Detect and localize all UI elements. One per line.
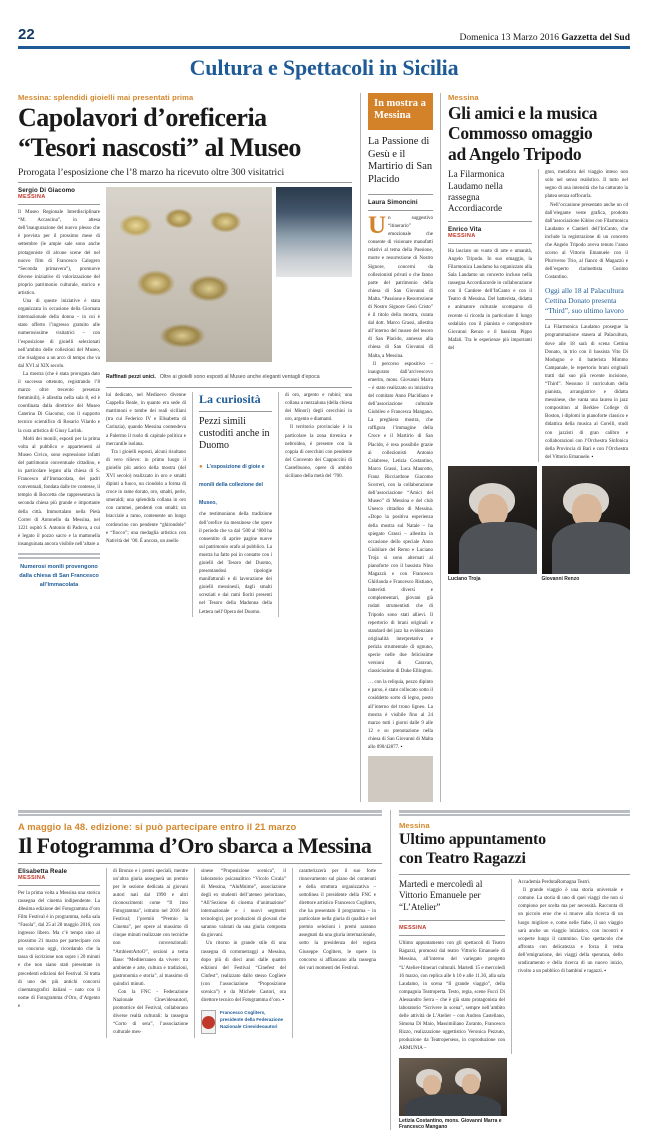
festival-col-1: Elisabetta Reale MESSINA Per la prima volta a Messina una storica rassegna del cinema indipendente. La 48esima edizione del Fotogramma d’oro Film Festival è in programma, nella sala “Fasola”, dal 25 al 28 maggio 2016, con ingresso libero. Ma c’è tempo sino al prossimo 21 marzo per partecipare con un concorso oggi, ricordando che la tassa di iscrizione non sopre i 20 minuti e che non siano stati presentate in precedenti edizioni del Festival. Si tratta di uno dei più antichi concorsi cinematografici italiani – nato con il nome di Fotogramma d’Oro, d’Argento e [18, 867, 100, 1009]
theatre-photo [399, 1058, 507, 1116]
theatre-kicker: Messina [399, 821, 430, 831]
curiosity-bullet-icon: ● [199, 464, 203, 471]
passion-photo [368, 756, 433, 802]
music-pullquote: Oggi alle 18 al Palacultura Cettina Donato presenta “Third”, suo ultimo lavoro [545, 286, 624, 315]
festival-col-2: di Bronzo e i premi speciali, mentre un’altra giuria assegnerà un premio per le sezione dedicata ai giovani autori nati dal 1990 e altri riconoscimenti come “Il 1mo Fotogramma”, istituito nel 2016 del Festival; l’premiò “Premio la Cinema”, per opere al massimo di cinque minuti realizzate con tecniche non convenzionali: “AmbientArtoO”, sezioni a tema Base: “Mediterraneo da vivere: tra ambiente e arte, cultura e tradizioni, gastronomia e storia”, al massimo di quindici minuti. Con la FNC - Federazione Nazionale Cinevideoautori, promotrice del Festival, collaborano diverse realtà culturali: la rassegna “Corto di sera”, l’associazione culturale mes- [106, 868, 194, 1038]
lead-rule [18, 182, 352, 183]
lead-story [18, 93, 360, 802]
fan-photo [276, 187, 352, 277]
festival-byline: Elisabetta Reale [18, 867, 68, 875]
music-deck: La Filarmonica Laudamo nella rassegna Accordiacorde [448, 169, 505, 214]
curiosity-lead: L’esposizione di gioie e monili della collezione del Museo, [199, 464, 265, 507]
theatre-photo-block [399, 1058, 507, 1130]
lead-body-col3: di oro, argento e rubini; una collana a mezzaluna (della chiesa dei Minori) degli orecchini in oro, argento e diamanti. Il territorio provinciale è in particolare la zona tirrenica e nebroidea, è presente con la coppia di orecchini con pendente del Convento dei Cappuccini di Castelbuono, opere di ambito siciliano della metà del ‘700. [278, 392, 352, 617]
section-title: Cultura e Spettacoli in Sicilia [189, 55, 459, 80]
music-byplace: MESSINA [448, 232, 476, 239]
lead-headline-line1: Capolavori d’oreficeria [18, 103, 267, 132]
photo-caption-text: Oltre ai gioielli sono esposti al Museo anche eleganti ventagli d’epoca [159, 374, 320, 381]
music-story [440, 93, 630, 802]
lead-column-1 [18, 187, 106, 617]
theatre-right-column: Accademia PerdutaRomagna Teatri. Il grande viaggio è una storia universale e comune. La storia di uno di quei viaggi che non si compiono per scelta ma per necessità. Racconta di un piccolo eroe che si muove alla ricerca di un luogo migliore e, come nelle fiabe, il suo viaggio sarà anche un viaggio iniziatico, con incontri e scoperte lungo il cammino. Uno spettacolo che affronta con delicatezza e forza il tema dell’emigrazione, dei viaggi della speranza, dello sradicamento e della ricerca di un nuovo inizio, rivolto a un pubblico di bambini e ragazzi. ▪ [511, 879, 623, 1054]
curiosity-label: La curiosità [199, 392, 261, 407]
masthead [18, 0, 630, 43]
festival-byplace: MESSINA [18, 874, 46, 881]
music-headline-line3: ad Angelo Tripodo [448, 143, 582, 164]
music-left-column [448, 169, 538, 462]
bottom-row [18, 810, 630, 1129]
festival-headline: Il Fotogramma d’Oro sbarca a Messina [18, 833, 372, 859]
sidenote-text: Numerosi monili provengono dalla chiesa di San Francesco all’Immacolata [19, 563, 99, 589]
fnc-logo-icon [201, 1010, 216, 1034]
boxed-story-body: Un suggestivo “itinerario” emozionale che consente di visionare manufatti relativi al tema della Passione, morte e resurrezione di Nostro Signore, concerni da collezionisti privati o che fanno parte del patrimonio della chiesa di San Giovanni di Malta. “Passione e Resurrezione di Nostro Signore Gesù Cristo” è il titolo della mostra, curata dal dott. Marco Grassi, allestita all’interno del museo del tesoro di San Placido, annesso alla chiesa di San Giovanni di Malta, a Messina. Il percorso espositivo – inaugurato dall’arcivescovo emerito, mons. Giovanni Marra – è stato realizzato su iniziativa del comitato Anno Placidiano e dell’associazione culturale Giubileo e Francesca Mangano. La preghiera mostra, che raffigura l’immagine della Croce e il Martirio di San Placido, è resa possibile grazie ai collezionisti Antonio Calabrese, Letizia Costantino, Marco Grassi, Luca Maurotto, Franz Ricciardone Giacomo Scorreri, con la collaborazione dell’associazione “Amici del Museo” di Messina e del club Unesco cittadino di Messina. «Dopo la positiva esperienza della mostra sul Natale – ha spiegato Grassi – allestita in occasione dello speciale Anno Giubilare del Remo e Luciano Troja si sono alternati al pianoforte con il bassista Nino Magazzù e con Francesco Ghirlanda e Francesco Ristiano, batteristi diversi e complementari, giovani già rodati strumentisti che di Tripodo sono stati allievi. Il repertorio di brani originali e standard del jazz ha evidenziato originalità interpretativa e perizia strumentale di ognuno, specie nelle due felicissime versioni di Caravan, classicissimo di Duke Ellington. [368, 211, 433, 675]
lead-body-col1: Il Museo Regionale Interdisciplinare “M. Accascina”, in attesa dell’inaugurazione del nuovo plesso che è prevista per il prossimo mese di settembre (le ampie sale sono anche protagoniste di alcune scene del nel nuovo film di Francesco Calogero “Seconda primavera”), promuove diverse iniziative di valorizzazione del proprio patrimonio culturale, storico e artistico. Una di queste iniziative è stata organizzata in occasione della Giornata internazionale della donna – in cui è stato offerto l’ingresso gratuito alle numerosissime visitatrici – con l’esposizione di gioielli selezionati nell’ambito delle collezioni del Museo, che risalgono a un arco di tempo che va dal XVI al XIX secolo. La mostra (che è stata prorogata dato il successo ottenuto, registrando l’8 marzo oltre trecento presenze femminili), è allestita nella sala 8, ed è coordinata dalla direttrice del Museo Caterina Di Giacomo, con il supporto tecnico scientifico di Rosario Vilardo e la cura artistica di Giusy Larìnk. Molti dei monili, esposti per la prima volta al pubblico e appartenenti al Museo Civico, sono espressione infatti del patrimonio conventuale cittadino, e in particolare legato alla chiesa di S. Francesco all’Immacolata, dei padri conventuali, fondata dalle tre contesse, il tempio di Boccetta che rappresentava la seconda chiesa più grande e importante della città. Immortalato nella Pietà Correr di Antonello da Messina, nel 1221 ospitò S. Antonio di Padova, a cui è legato il pozzo sacro e la mattonella insanguinata ancora visibile nell’altare a [18, 210, 100, 547]
sidenote-block [18, 553, 100, 591]
theatre-story [390, 810, 630, 1129]
lead-row [18, 93, 630, 802]
music-body-left: Ha lasciato un vuoto di arte e umanità, Angelo Tripodo. In suo omaggio, la Filarmonica Laudamo ha organizzato alla Sala Laudamo un concerto incluso nella rassegna Accordiacorde in collaborazione con il Cantiere dell’InCanto e con il Teatro di Messina. Del batterista, didatta e animatore culturale scomparso di recente si ricorda in particolare il lungo sodalizio con il pianista e compositore Giovanni Renzo e il bassista Pippo Mafali. Tra le esperienze più importanti del [448, 248, 532, 351]
music-byline: Enrico Vita [448, 225, 482, 233]
curiosity-body: che testimoniano della tradizione dell’orefice ria messinese che opere il periodo che va dal ‘500 al ‘800 ha consentito di aprire pagine nuove sul patrimonio orafo al pubblico. La mostra ha fatto poi in contatto con i gioielli del Tesoro del Duomo, presentandosi tipologie manifatturali e di lavorazione dei gioielli messinesiì, dagli smalti screziati e dai rami fioriti presenti nel Tesoro della Madonna della Lettera nell’Opera del Duomo. [199, 512, 272, 615]
masthead-date-paper [460, 33, 630, 43]
boxed-story-byline: Laura Simoncini [368, 198, 418, 206]
boxed-story-headline: La Passione di Gesù e il Martirio di San Placido [368, 135, 433, 186]
jewellery-photo [106, 187, 272, 362]
lead-byplace: MESSINA [18, 194, 46, 201]
festival-col-4: caratterizzerà per il suo forte rinnovamento sul piano dei contenuti e della struttura organizzativa – sottolinea il presidente della FNC e direttore artistico Francesco Cogliters, che ha presentato il programma – in particolare nella giuria di qualità e nel premio selezioni i premi saranno assegnati da una giuria internazionale, sotto la presidenza del regista Giuseppe Cogliters, le opere in concorso si affiancano alla rassegna dei vari momenti del Festival. [292, 868, 376, 1038]
photo-luciano-troja [448, 466, 537, 574]
lead-body-col2: lui dedicato, nel Medioevo divenne Cappella Reale, in quanto era sede di matrimoni e tombe dei reali siciliani (tra cui Federico IV e Elisabetta di Carinzia), quando Messina contendeva a Palermo il ruolo di capitale politica e mercantile isolana. Tra i gioielli esposti, alcuni risultano di vero rilievo: in primo luogo il gioiello più antico della mostra (del XVI secolo) realizzato in oro e smalti dipinti a fuoco, un ciondolo a forma di croce in rame dorato, oro, smalti, perle, smeraldi; una splendida collana in oro con cammei, pendenti con smalti; un bracciale a ramo, contenente un lungo cordoncino con pendente “ghirondole” e “fiocco”; una medaglia artistica con Natività del ’00. È ancora, un anello [106, 393, 186, 544]
photo-giovanni-renzo [542, 466, 631, 574]
music-photo-caption-2: Giovanni Renzo [541, 575, 580, 582]
lead-headline-line2: “Tesori nascosti” al Museo [18, 132, 301, 162]
passion-sidebar-body: … con la reliquia, pezzo dipinto e parso, è stato collocato sotto il cosiddetto sorto di legno, posto all’interno del trono ligneo. La mostra è visibile fino al 24 marzo tutti i giorni dalle 9 alle 12 e su prenotazione nella chiesa di San Giovanni di Malta allo 090/42877. ▪ [368, 680, 433, 751]
theatre-byplace: MESSINA [399, 925, 427, 932]
curiosity-box [192, 392, 278, 617]
theatre-photo-caption: Letizia Costantino, mons. Giovanni Marra e Francesco Mangano [399, 1117, 502, 1130]
music-photo-caption-1: Luciano Troja [448, 575, 481, 582]
theatre-headline-line2: con Teatro Ragazzi [399, 850, 526, 868]
lead-byline: Sergio Di Giacomo [18, 187, 76, 195]
festival-story [18, 810, 390, 1129]
festival-col-3: sinese “Proposizione scenica”, il laboratorio psicanalitico “Vicolo Cicala” di Messina, “AluMnime”, associazione degli ex studenti dell’ateneo peloritano, “All’Sezione di cinema d’animazione” internazionale e i nuovi segmenti tecnologici, per produzioni di giovani che saranno valutati da una giuria composta da giovani. Un ritorno in grande stile di una rassegna di cortometraggi a Messina, dopo più di dieci anni dalle quattro edizioni del Festival “Cinefest del Cinfest”, realizzato dallo stesso Cogliere (con l’associazione “Proposizione scenica”) e da Michele Castori, ora direttore tecnico del Fotogramma d’oro. ▪ Francesco Cogliters, presidente della Federazione Nazionale Cinevideoautori [194, 868, 292, 1038]
curiosity-headline: Pezzi simili custoditi anche in Duomo [199, 416, 270, 451]
festival-logo-caption: Francesco Cogliters, presidente della Federazione Nazionale Cinevideoautori [220, 1010, 284, 1029]
lead-kicker: Messina: splendidi gioielli mai presentati prima [18, 93, 194, 102]
logo-circle-icon [202, 1016, 215, 1029]
theatre-left-column: Martedì e mercoledì al Vittorio Emanuele per “L’Atelier” MESSINA Ultimo appuntamento con gli spettacoli di Teatro Ragazzi, promossi dal teatro Vittorio Emanuele di Messina, all’interno del variegato progetto “L’Atelier-Itinerari culturali. Martedì 15 e mercoledì 16 marzo, con replica alle h 10 e alle 11.30, alla sala Laudamo, in scena “Il grande viaggio”, della compagnia Teatroperta. Testo, regia, scene Fucci Di Alessandro Serra – che è già stato protagonista del laboratorio “Scrivere in scena”, sempre nell’ambito delle attività de L’Atelier – con Andrea Castellano, Simona Di Maio, Massimiliano Zoranto, Francesco Rizzo, realizzazione oggettistico Veronica Pezzuto, produzione da Teatroperseus, in coproduzione con ARMUNIA – [399, 879, 505, 1052]
music-headline-line2: Commosso omaggio [448, 123, 593, 144]
theatre-headline-line1: Ultimo appuntamento [399, 831, 546, 849]
page-folio: 22 [18, 26, 35, 43]
masthead-date: Domenica 13 Marzo 2016 [459, 33, 560, 43]
boxed-story-label-box [368, 93, 433, 130]
music-kicker: Messina [448, 93, 479, 102]
music-headline-line1: Gli amici e la musica [448, 103, 598, 123]
festival-logo-block [201, 1010, 286, 1034]
festival-kicker: A maggio la 48. edizione: si può partecipare entro il 21 marzo [18, 821, 297, 833]
photo-caption-lead: Raffinati pezzi unici. [106, 374, 156, 381]
music-photos [448, 466, 630, 582]
boxed-story-dropcap: U [368, 211, 387, 239]
theatre-deck: Martedì e mercoledì al Vittorio Emanuele per “L’Atelier” [399, 879, 483, 912]
music-right-column: gton, metafora del viaggio inteso non solo nel senso realistico. Il tutto nel segno di una intensità che ha catturato la platea senza soffocarla. Nell’occasione presentato anche un cd dall’elegante veste grafica, prodotto dall’associazione Kiklos con Filarmonica Laudamo e Cantieri dell’InCanto, che include la registrazione di un concerto che Angelo Tripodo aveva tenuto l’anno scorso al Vittorio Emanuele con il Pluriverso Trio, al fianco di Magazzù e dell’esperto clarinettista Cosimo Costantino. Oggi alle 18 al Palacultura Cettina Donato presenta “Third”, suo ultimo lavoro La Filarmonica Laudamo prosegue la programmazione stasera al Palacultura, dove alle 18 sarà di scena Cettina Donato, in trio con il bassista Vito Di Modugno e il batterista Mimmo Campanale, le repertorio brani originali tratti dal suo più recente incisione, “Third”. Nessuno il curriculum della pianista, arrangiatrice e didatta messinese, che vanta una laurea in jazz composition al Berklee College di Boston, i diplomi in pianoforte classico e didattica della musica al Corelli, studi con jazzisti di gran calibro e collaborazioni con l’Orchestra Sinfonica della Provincia di Bari e con l’Orchestra del Vittorio Emanuele. ▪ [538, 169, 628, 462]
lead-media-and-text [106, 187, 352, 617]
lead-photo-caption [106, 365, 352, 383]
masthead-paper-name: Gazzetta del Sud [561, 33, 630, 43]
lead-subhead: Prorogata l’esposizione che l’8 marzo ha ricevuto oltre 300 visitatrici [18, 167, 285, 179]
boxed-story-label: In mostra a Messina [374, 98, 426, 122]
boxed-story [360, 93, 440, 802]
